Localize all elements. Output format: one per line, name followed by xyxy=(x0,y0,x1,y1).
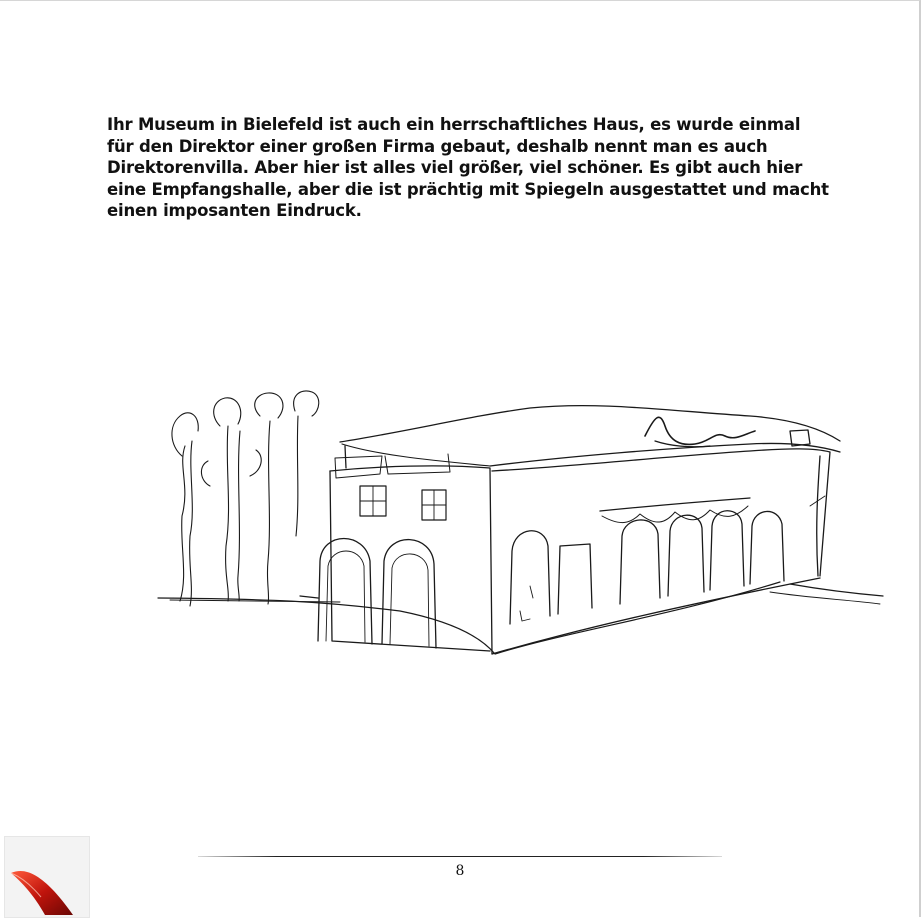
footer-rule xyxy=(198,856,722,857)
body-line: eine Empfangshalle, aber die ist prächtig mit Spiegeln ausgestattet und macht xyxy=(107,179,829,199)
villa-sketch-illustration xyxy=(150,386,890,671)
page-curl-icon xyxy=(5,837,89,917)
body-line: Ihr Museum in Bielefeld ist auch ein herrschaftliches Haus, es wurde einmal xyxy=(107,115,801,134)
tree-sketch xyxy=(172,391,319,606)
body-line: für den Direktor einer großen Firma gebaut, deshalb nennt man es auch xyxy=(107,136,768,156)
page-turn-button[interactable] xyxy=(4,836,90,918)
body-line: einen imposanten Eindruck. xyxy=(107,201,362,220)
body-line: Direktorenvilla. Aber hier ist alles viel größer, viel schöner. Es gibt auch hier xyxy=(107,158,803,177)
page-number: 8 xyxy=(455,863,465,879)
body-paragraph xyxy=(107,114,827,222)
